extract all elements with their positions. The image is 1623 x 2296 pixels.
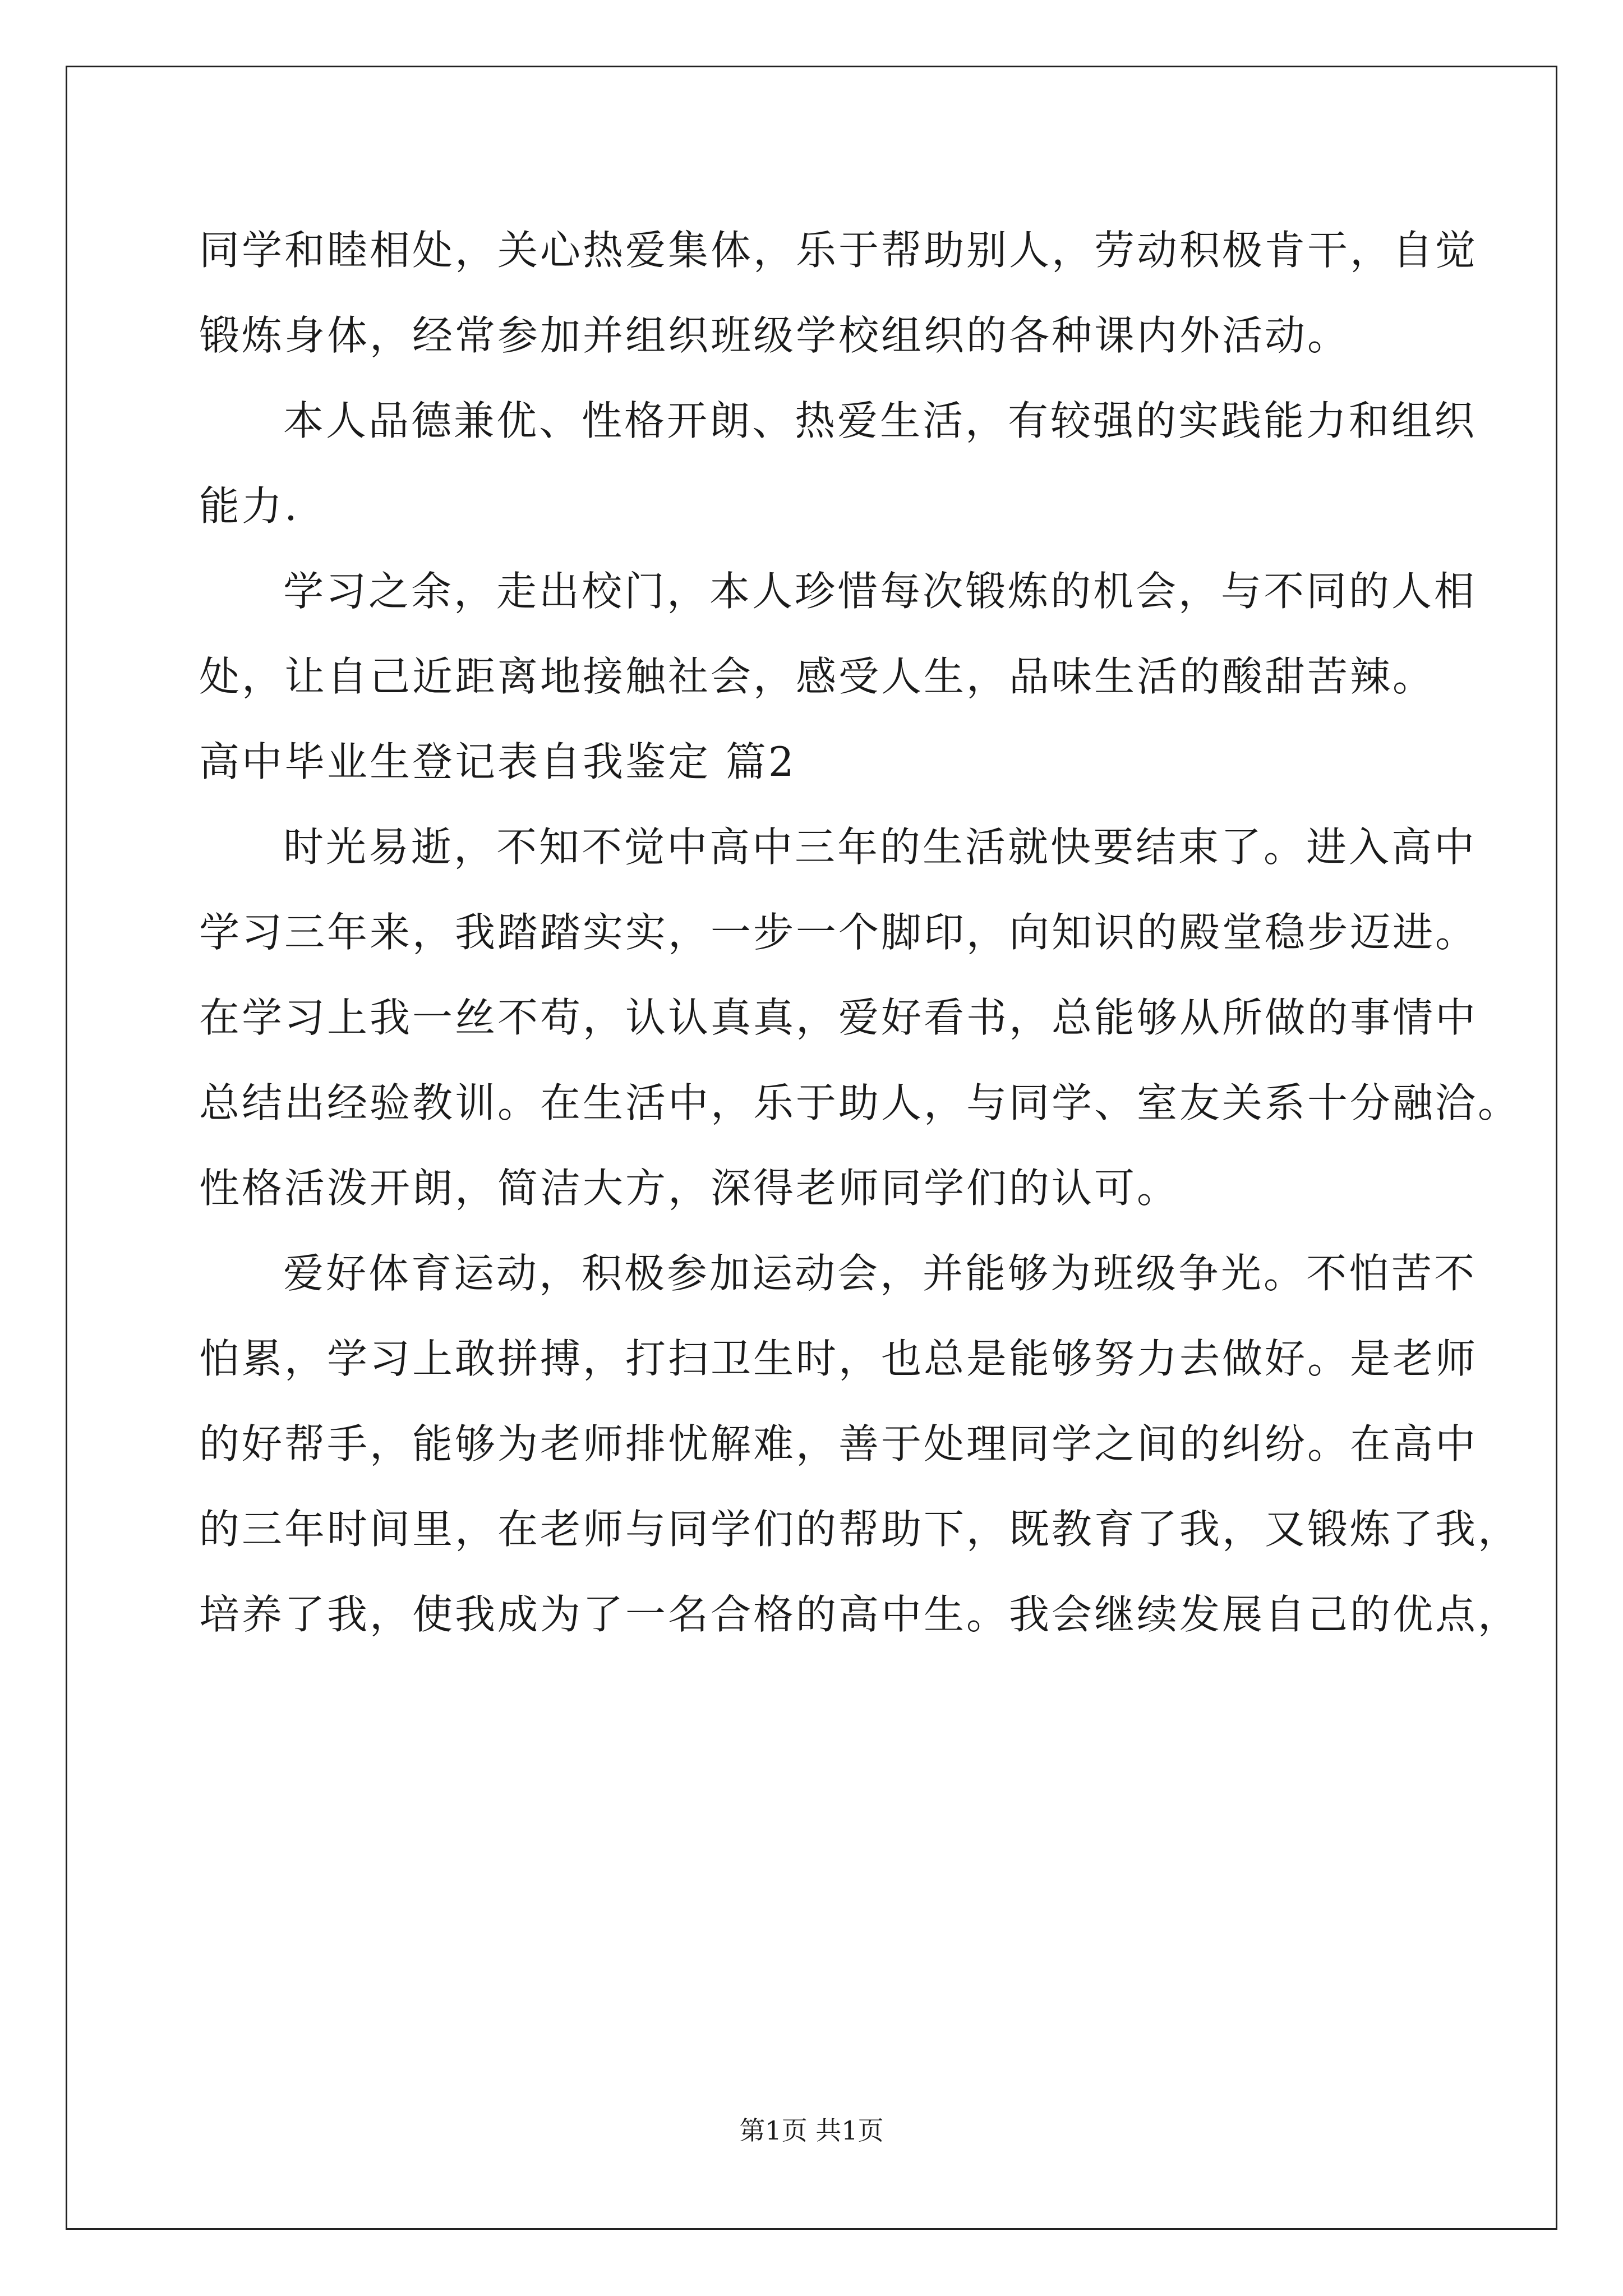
text-line: 培养了我，使我成为了一名合格的高中生。我会继续发展自己的优点， <box>199 1591 1521 1638</box>
text-line: 在学习上我一丝不苟，认认真真，爱好看书，总能够从所做的事情中 <box>199 994 1478 1041</box>
paragraph-4 <box>199 804 1521 1231</box>
text-line: 怕累，学习上敢拼搏，打扫卫生时，也总是能够努力去做好。是老师 <box>199 1335 1478 1382</box>
document-body <box>199 208 1521 1657</box>
text-line: 本人品德兼优、性格开朗、热爱生活，有较强的实践能力和组织 <box>283 397 1477 444</box>
paragraph-5 <box>199 1231 1521 1657</box>
text-line: 总结出经验教训。在生活中，乐于助人，与同学、室友关系十分融洽。 <box>199 1079 1521 1126</box>
heading-text: 高中毕业生登记表自我鉴定 篇2 <box>199 738 796 785</box>
text-line: 性格活泼开朗，简洁大方，深得老师同学们的认可。 <box>199 1165 1180 1212</box>
page-footer: 第1页 共1页 <box>739 2115 884 2146</box>
text-line: 学习三年来，我踏踏实实，一步一个脚印，向知识的殿堂稳步迈进。 <box>199 909 1478 956</box>
text-line: 的好帮手，能够为老师排忧解难，善于处理同学之间的纠纷。在高中 <box>199 1420 1478 1467</box>
paragraph-3 <box>199 549 1483 719</box>
text-line: 时光易逝，不知不觉中高中三年的生活就快要结束了。进入高中 <box>283 823 1477 871</box>
text-line: 同学和睦相处，关心热爱集体，乐于帮助别人，劳动积极肯干，自觉 <box>199 227 1478 274</box>
paragraph-1 <box>199 208 1483 378</box>
text-line: 的三年时间里，在老师与同学们的帮助下，既教育了我，又锻炼了我， <box>199 1506 1521 1553</box>
text-line: 能力. <box>199 482 299 530</box>
text-line: 学习之余，走出校门，本人珍惜每次锻炼的机会，与不同的人相 <box>283 568 1477 615</box>
text-line: 锻炼身体，经常参加并组织班级学校组织的各种课内外活动。 <box>199 312 1350 359</box>
text-line: 处，让自己近距离地接触社会，感受人生，品味生活的酸甜苦辣。 <box>199 653 1436 700</box>
text-line: 爱好体育运动，积极参加运动会，并能够为班级争光。不怕苦不 <box>283 1250 1477 1297</box>
paragraph-2 <box>199 378 1483 549</box>
section-heading <box>199 719 1483 804</box>
